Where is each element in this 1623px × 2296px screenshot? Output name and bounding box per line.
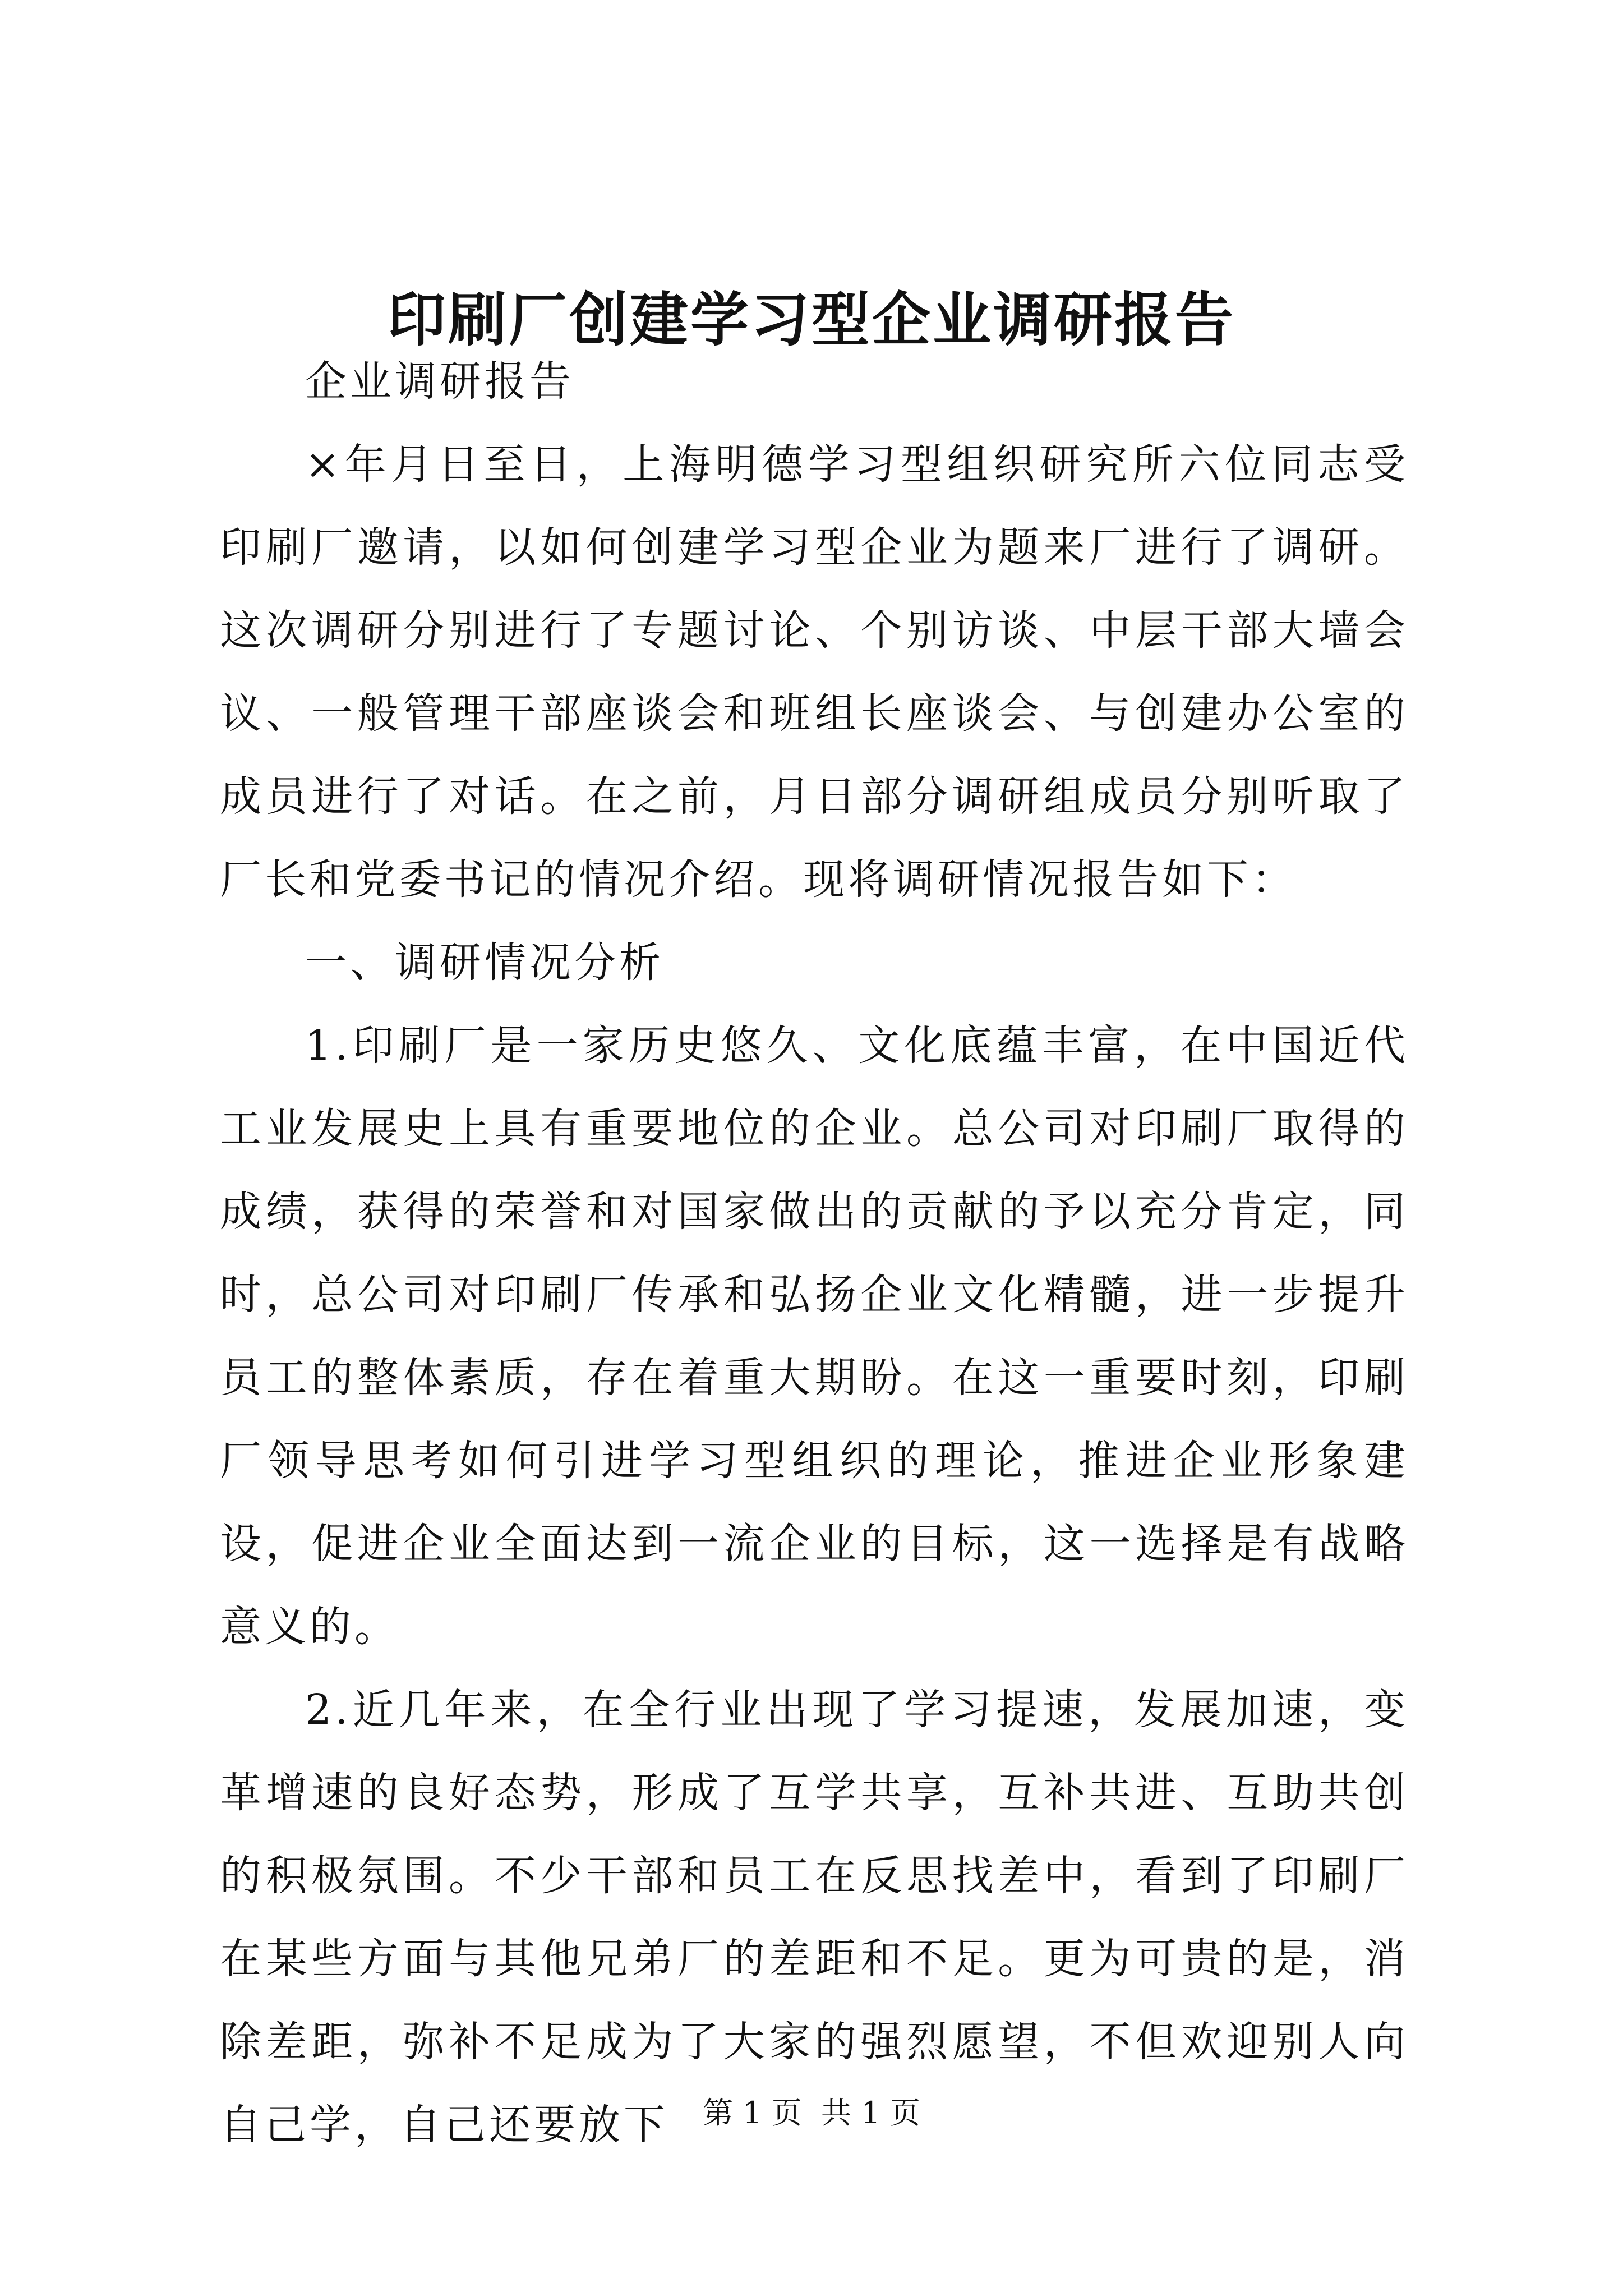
document-title: 印刷厂创建学习型企业调研报告 — [387, 285, 1235, 354]
document-body — [220, 340, 1409, 2166]
paragraph-intro: ×年月日至日，上海明德学习型组织研究所六位同志受印刷厂邀请，以如何创建学习型企业为题来厂进行了调研。这次调研分别进行了专题讨论、个别访谈、中层干部大墙会议、一般管理干部座谈会和班组长座谈会、与创建办公室的成员进行了对话。在之前，月日部分调研组成员分别听取了厂长和党委书记的情况介绍。现将调研情况报告如下： — [220, 440, 1409, 904]
paragraph-subtitle: 企业调研报告 — [305, 357, 574, 406]
paragraph-point-2: 2.近几年来，在全行业出现了学习提速，发展加速，变革增速的良好态势，形成了互学共享，互补共进、互助共创的积极氛围。不少干部和员工在反思找差中，看到了印刷厂在某些方面与其他兄弟厂的差距和不足。更为可贵的是，消除差距，弥补不足成为了大家的强烈愿望，不但欢迎别人向自己学，自己还要放下 — [220, 1686, 1409, 2149]
page-footer: 第 1 页 共 1 页 — [703, 2095, 920, 2131]
section-heading: 一、调研情况分析 — [305, 938, 664, 987]
paragraph-point-1: 1.印刷厂是一家历史悠久、文化底蕴丰富，在中国近代工业发展史上具有重要地位的企业。总公司对印刷厂取得的成绩，获得的荣誉和对国家做出的贡献的予以充分肯定，同时，总公司对印刷厂传承和弘扬企业文化精髓，进一步提升员工的整体素质，存在着重大期盼。在这一重要时刻，印刷厂领导思考如何引进学习型组织的理论，推进企业形象建设，促进企业全面达到一流企业的目标，这一选择是有战略意义的。 — [220, 1022, 1409, 1651]
